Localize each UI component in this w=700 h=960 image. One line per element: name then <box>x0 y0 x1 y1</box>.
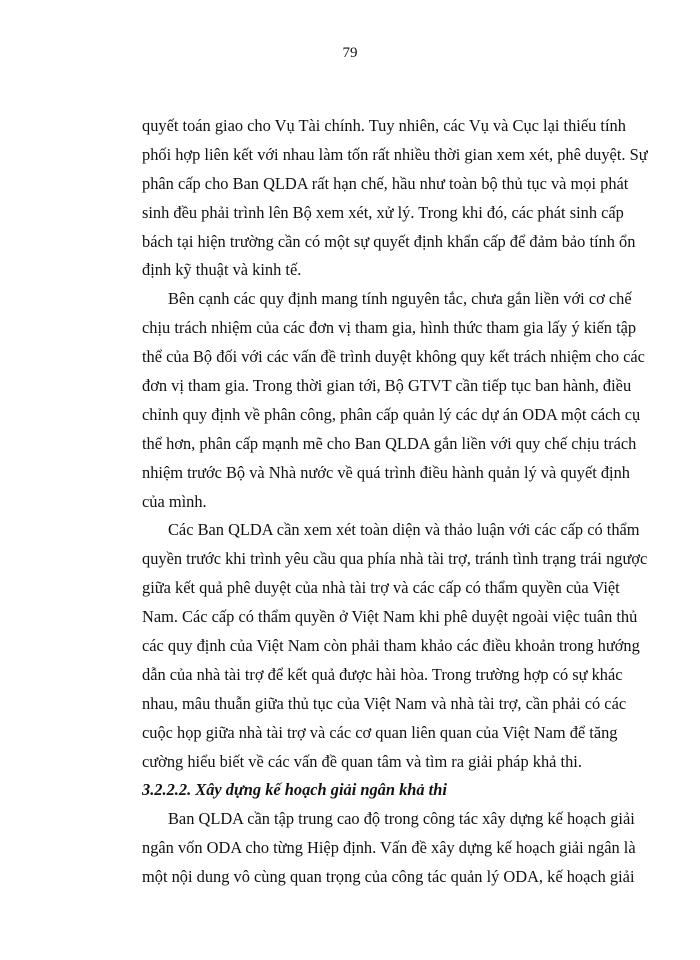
paragraph-start-line: Các Ban QLDA cần xem xét toàn diện và thảo luận với các cấp có thẩm <box>168 520 640 540</box>
section-heading: 3.2.2.2. Xây dựng kế hoạch giải ngân khả thi <box>142 780 447 800</box>
text-line: chỉnh quy định về phân công, phân cấp quản lý các dự án ODA một cách cụ <box>142 404 641 424</box>
text-line: ngân vốn ODA cho từng Hiệp định. Vấn đề xây dựng kế hoạch giải ngân là <box>142 838 636 858</box>
text-line: định kỹ thuật và kinh tế. <box>142 260 302 280</box>
paragraph-start-line: Bên cạnh các quy định mang tính nguyên tắc, chưa gắn liền với cơ chế <box>168 289 632 309</box>
paragraph-start-line: Ban QLDA cần tập trung cao độ trong công tác xây dựng kế hoạch giải <box>168 809 635 829</box>
text-line: bách tại hiện trường cần có một sự quyết định khẩn cấp để đảm bảo tính ổn <box>142 231 636 251</box>
text-line: chịu trách nhiệm của các đơn vị tham gia, hình thức tham gia lấy ý kiến tập <box>142 318 637 338</box>
text-line: phân cấp cho Ban QLDA rất hạn chế, hầu như toàn bộ thủ tục và mọi phát <box>142 173 629 193</box>
text-line: thể hơn, phân cấp mạnh mẽ cho Ban QLDA gắn liền với quy chế chịu trách <box>142 433 637 453</box>
text-line: Nam. Các cấp có thẩm quyền ở Việt Nam khi phê duyệt ngoài việc tuân thủ <box>142 607 638 627</box>
text-line: dẫn của nhà tài trợ để kết quả được hài hòa. Trong trường hợp có sự khác <box>142 664 623 684</box>
body-text <box>142 112 648 892</box>
text-line: sinh đều phải trình lên Bộ xem xét, xử lý. Trong khi đó, các phát sinh cấp <box>142 202 624 222</box>
text-line: đơn vị tham gia. Trong thời gian tới, Bộ GTVT cần tiếp tục ban hành, điều <box>142 376 632 396</box>
text-line: quyết toán giao cho Vụ Tài chính. Tuy nhiên, các Vụ và Cục lại thiếu tính <box>142 116 626 135</box>
text-line: nhau, mâu thuẫn giữa thủ tục của Việt Nam và nhà tài trợ, cần phải có các <box>142 693 627 713</box>
text-line: quyền trước khi trình yêu cầu qua phía nhà tài trợ, tránh tình trạng trái ngược <box>142 549 648 569</box>
text-line: nhiệm trước Bộ và Nhà nước về quá trình điều hành quản lý và quyết định <box>142 462 631 482</box>
text-line: phối hợp liên kết với nhau làm tốn rất nhiều thời gian xem xét, phê duyệt. Sự <box>142 144 648 164</box>
text-line: giữa kết quả phê duyệt của nhà tài trợ và các cấp có thẩm quyền của Việt <box>142 578 620 598</box>
page-number: 79 <box>342 45 358 61</box>
text-line: cuộc họp giữa nhà tài trợ và các cơ quan liên quan của Việt Nam để tăng <box>142 722 618 742</box>
text-line: thể của Bộ đối với các vấn đề trình duyệt không quy kết trách nhiệm cho các <box>142 347 645 367</box>
text-line: của mình. <box>142 491 207 511</box>
text-line: một nội dung vô cùng quan trọng của công tác quản lý ODA, kế hoạch giải <box>142 867 635 887</box>
text-line: các quy định của Việt Nam còn phải tham khảo các điều khoản trong hướng <box>142 636 640 656</box>
text-line: cường hiểu biết về các vấn đề quan tâm và tìm ra giải pháp khả thi. <box>142 751 582 771</box>
